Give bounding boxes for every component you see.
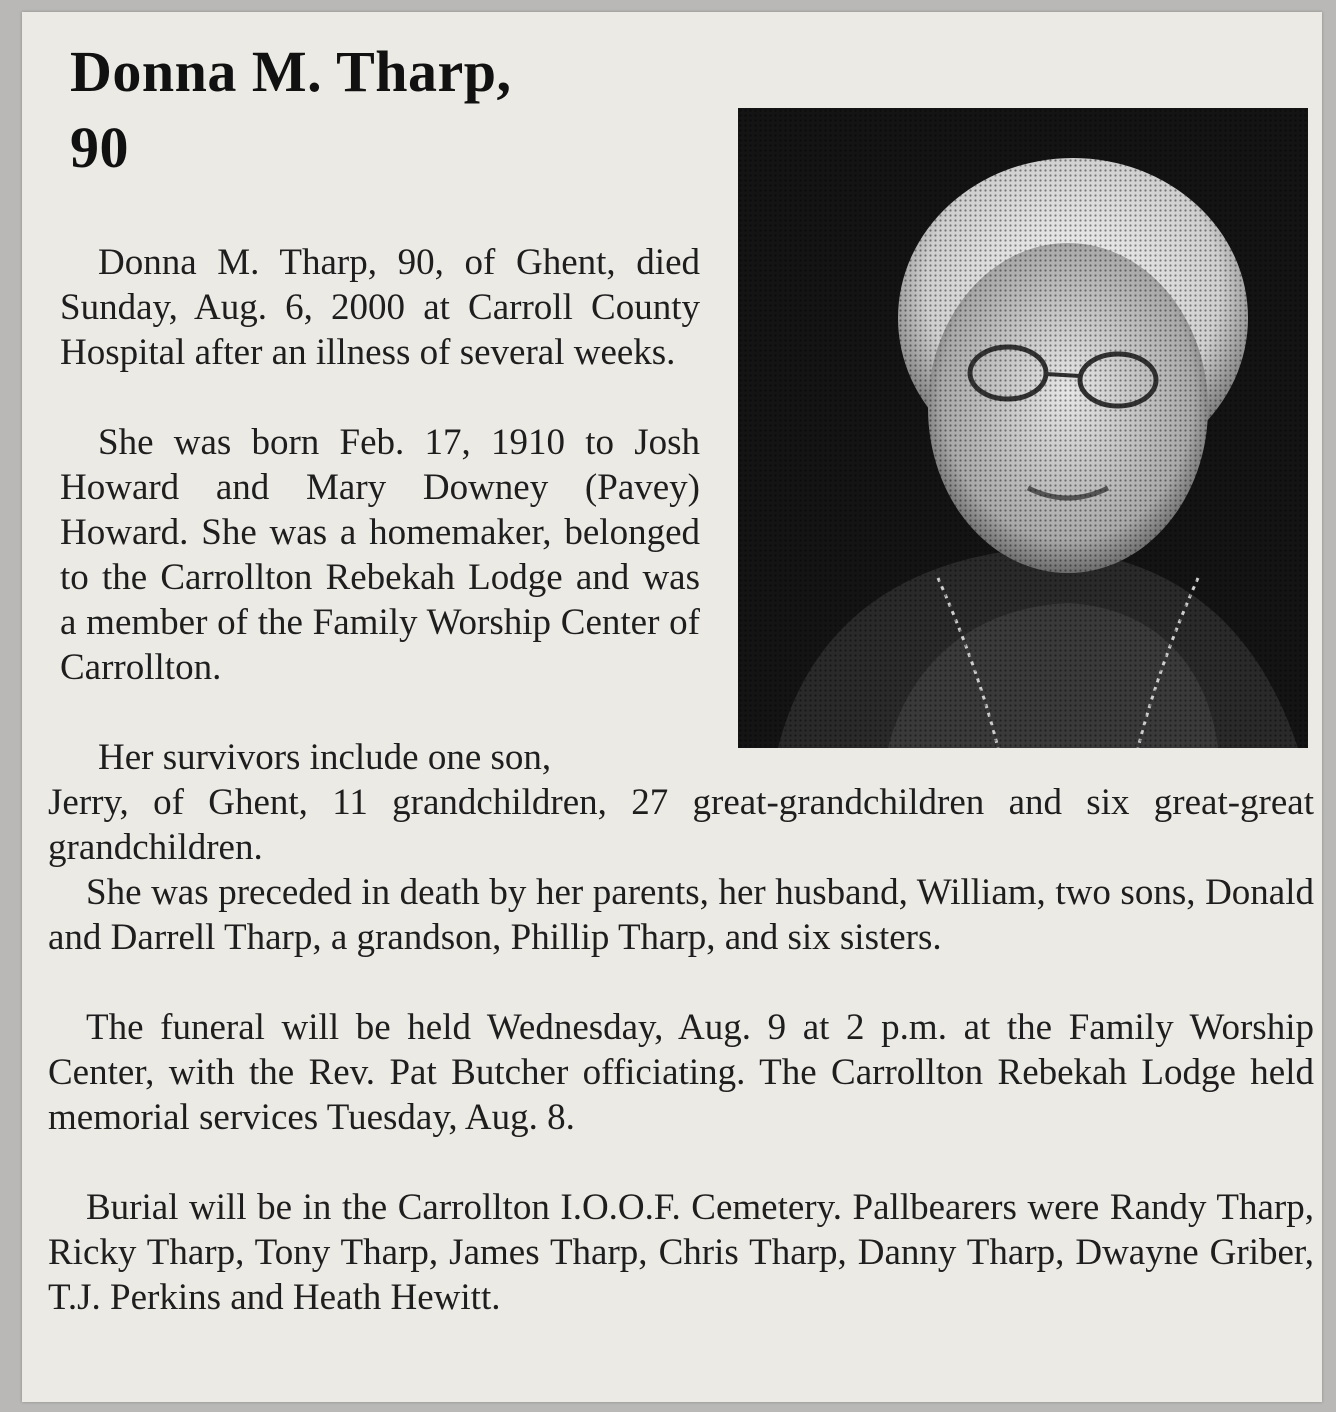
headline-age: 90 [70, 115, 129, 180]
headline-name: Donna M. Tharp, [70, 39, 512, 104]
paragraph-survivors: Jerry, of Ghent, 11 grandchildren, 27 great-grandchildren and six great-great grandchildren. [48, 782, 1314, 868]
paragraph-survivors-intro: Her survivors include one son, [98, 737, 552, 778]
paragraph-death-notice: Donna M. Tharp, 90, of Ghent, died Sunday, Aug. 6, 2000 at Carroll County Hospital after an illness of several weeks. [60, 242, 700, 373]
paragraph-funeral: The funeral will be held Wednesday, Aug. 9 at 2 p.m. at the Family Worship Center, with the Rev. Pat Butcher officiating. The Carrollton Rebekah Lodge held memorial services Tuesday, Aug. 8. [48, 1007, 1314, 1138]
paragraph-burial: Burial will be in the Carrollton I.O.O.F. Cemetery. Pallbearers were Randy Tharp, Ricky Tharp, Tony Tharp, James Tharp, Chris Tharp, Danny Tharp, Dwayne Griber, T.J. Perkins and Heath Hewitt. [48, 1187, 1314, 1318]
obituary-body [22, 12, 1322, 1402]
paragraph-preceded: She was preceded in death by her parents, her husband, William, two sons, Donald and Darrell Tharp, a grandson, Phillip Tharp, and six sisters. [48, 872, 1314, 958]
newspaper-clipping [22, 12, 1322, 1402]
paragraph-biography: She was born Feb. 17, 1910 to Josh Howard and Mary Downey (Pavey) Howard. She was a homemaker, belonged to the Carrollton Rebekah Lodge and was a member of the Family Worship Center of Carrollton. [60, 422, 700, 688]
